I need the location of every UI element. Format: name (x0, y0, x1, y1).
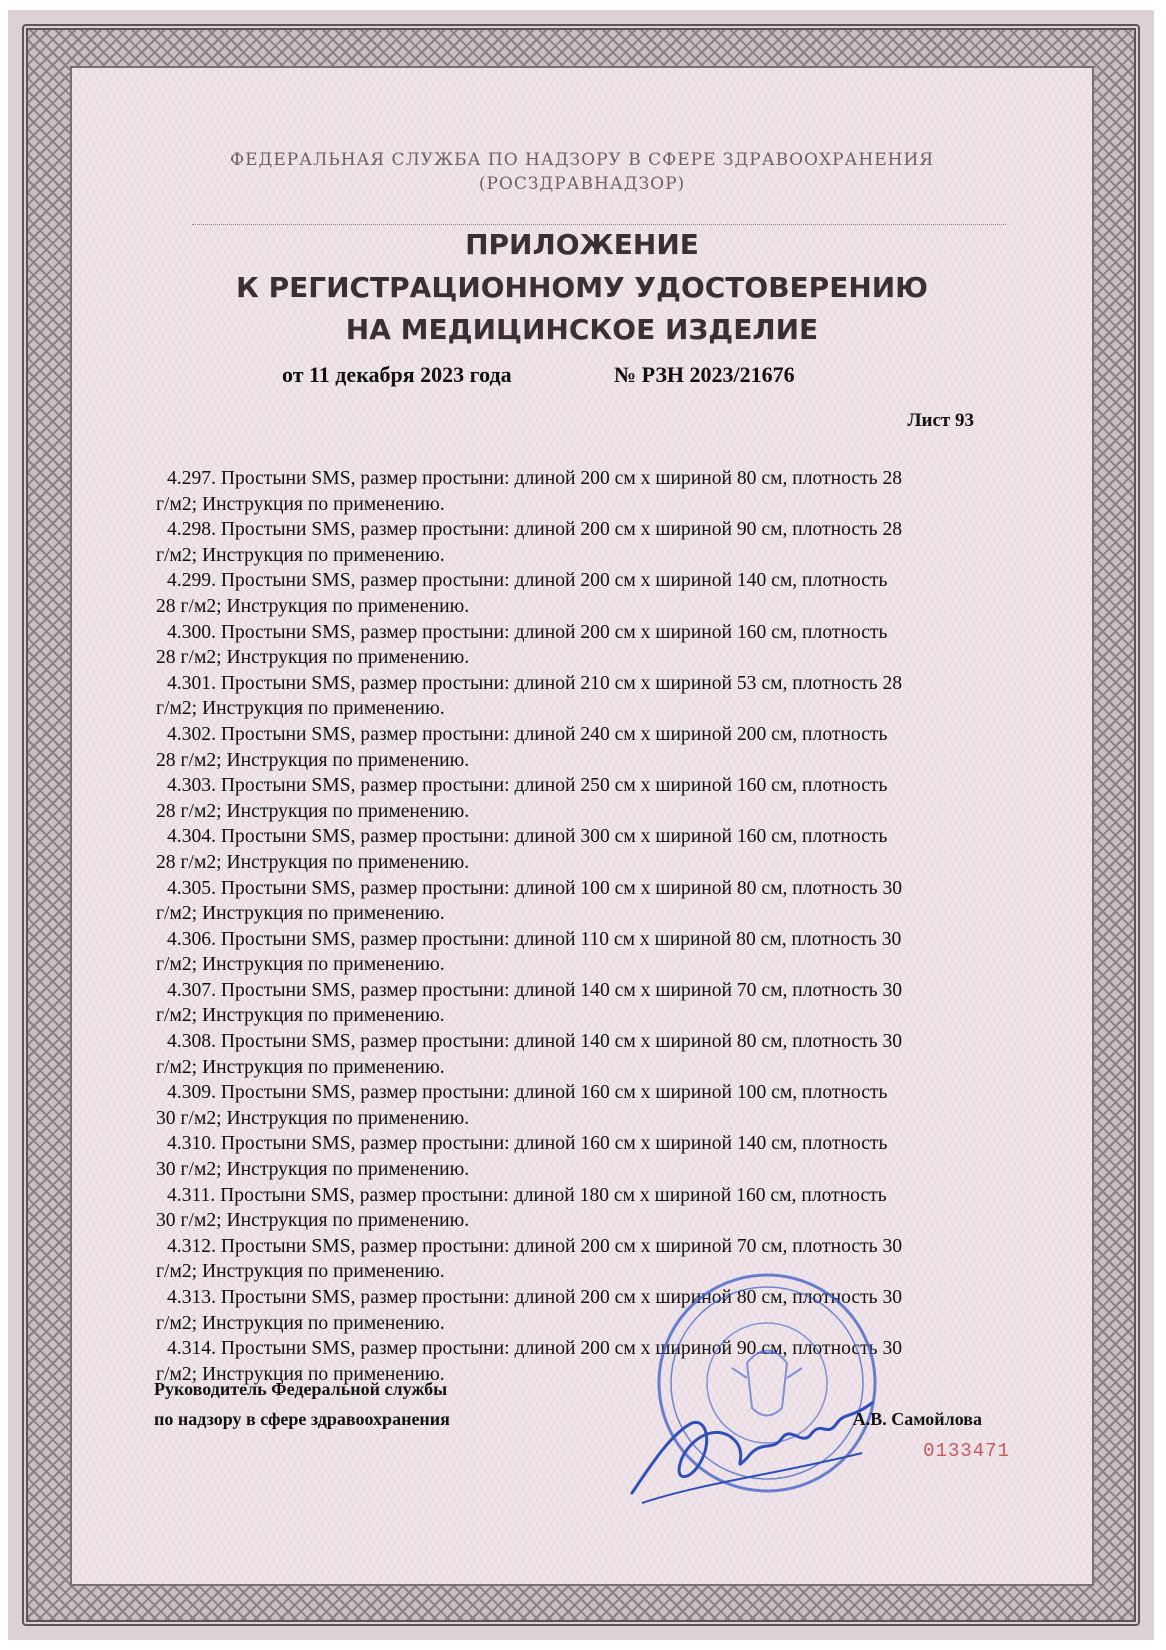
signatory-title-line-1: Руководитель Федеральной службы (154, 1379, 448, 1399)
agency-abbreviation: (РОСЗДРАВНАДЗОР) (478, 174, 686, 194)
item-line: г/м2; Инструкция по применению. (156, 544, 445, 566)
title-line-1: ПРИЛОЖЕНИЕ (465, 228, 699, 261)
item-line: г/м2; Инструкция по применению. (156, 1261, 445, 1283)
item-line: г/м2; Инструкция по применению. (156, 1363, 445, 1385)
item-line: 28 г/м2; Инструкция по применению. (156, 800, 470, 822)
certificate-sheet (8, 10, 1154, 1640)
serial-number: 0133471 (923, 1440, 1010, 1462)
item-line: 30 г/м2; Инструкция по применению. (156, 1107, 470, 1129)
registration-date: от 11 декабря 2023 года (282, 362, 512, 387)
item-line: 28 г/м2; Инструкция по применению. (156, 749, 470, 771)
item-line: 4.304. Простыни SMS, размер простыни: длиной 300 см х шириной 160 см, плотность (167, 826, 888, 848)
item-line: 4.311. Простыни SMS, размер простыни: длиной 180 см х шириной 160 см, плотность (167, 1184, 887, 1206)
header-divider (192, 224, 1006, 225)
item-line: 30 г/м2; Инструкция по применению. (156, 1210, 470, 1232)
item-line: 4.308. Простыни SMS, размер простыни: длиной 140 см х шириной 80 см, плотность 30 (167, 1031, 903, 1053)
list-item (156, 568, 998, 619)
item-line: 4.303. Простыни SMS, размер простыни: длиной 250 см х шириной 160 см, плотность (167, 775, 888, 797)
item-line: 4.314. Простыни SMS, размер простыни: длиной 200 см х шириной 90 см, плотность 30 (167, 1338, 903, 1360)
title-line-3: НА МЕДИЦИНСКОЕ ИЗДЕЛИЕ (345, 313, 819, 346)
items-list (156, 466, 998, 1387)
list-item (156, 773, 998, 824)
item-line: 4.305. Простыни SMS, размер простыни: длиной 100 см х шириной 80 см, плотность 30 (167, 877, 903, 899)
list-item (156, 1183, 998, 1234)
title-line-2: К РЕГИСТРАЦИОННОМУ УДОСТОВЕРЕНИЮ (235, 271, 929, 304)
item-line: 4.309. Простыни SMS, размер простыни: длиной 160 см х шириной 100 см, плотность (167, 1082, 888, 1104)
item-line: г/м2; Инструкция по применению. (156, 1312, 445, 1334)
item-line: 4.306. Простыни SMS, размер простыни: длиной 110 см х шириной 80 см, плотность 30 (167, 928, 902, 950)
item-line: 28 г/м2; Инструкция по применению. (156, 647, 470, 669)
list-item (156, 466, 998, 517)
item-line: 28 г/м2; Инструкция по применению. (156, 851, 470, 873)
list-item (156, 722, 998, 773)
handwritten-signature (612, 1363, 892, 1513)
registration-number: № РЗН 2023/21676 (614, 362, 795, 387)
item-line: 28 г/м2; Инструкция по применению. (156, 595, 470, 617)
sheet-number: Лист 93 (907, 410, 974, 431)
list-item (156, 1029, 998, 1080)
item-line: 4.310. Простыни SMS, размер простыни: длиной 160 см х шириной 140 см, плотность (167, 1133, 888, 1155)
list-item (156, 824, 998, 875)
signatory-title-line-2: по надзору в сфере здравоохранения (154, 1409, 450, 1429)
list-item (156, 927, 998, 978)
list-item (156, 671, 998, 722)
item-line: г/м2; Инструкция по применению. (156, 954, 445, 976)
item-line: г/м2; Инструкция по применению. (156, 903, 445, 925)
list-item (156, 620, 998, 671)
item-line: 4.307. Простыни SMS, размер простыни: длиной 140 см х шириной 70 см, плотность 30 (167, 979, 903, 1001)
item-line: 4.301. Простыни SMS, размер простыни: длиной 210 см х шириной 53 см, плотность 28 (167, 672, 903, 694)
item-line: 4.313. Простыни SMS, размер простыни: длиной 200 см х шириной 80 см, плотность 30 (167, 1287, 903, 1308)
item-line: 4.300. Простыни SMS, размер простыни: длиной 200 см х шириной 160 см, плотность (167, 621, 888, 643)
item-line: 4.299. Простыни SMS, размер простыни: длиной 200 см х шириной 140 см, плотность (167, 570, 888, 592)
item-line: г/м2; Инструкция по применению. (156, 1056, 445, 1078)
document-body (70, 66, 1094, 1586)
list-item (156, 1131, 998, 1182)
item-line: 4.302. Простыни SMS, размер простыни: длиной 240 см х шириной 200 см, плотность (167, 723, 888, 745)
item-line: 30 г/м2; Инструкция по применению. (156, 1159, 470, 1181)
item-line: 4.297. Простыни SMS, размер простыни: длиной 200 см х шириной 80 см, плотность 28 (167, 468, 903, 489)
item-line: г/м2; Инструкция по применению. (156, 493, 445, 515)
list-item (156, 517, 998, 568)
item-line: г/м2; Инструкция по применению. (156, 698, 445, 720)
agency-name: ФЕДЕРАЛЬНАЯ СЛУЖБА ПО НАДЗОРУ В СФЕРЕ ЗДРАВООХРАНЕНИЯ (229, 150, 935, 170)
list-item (156, 876, 998, 927)
item-line: г/м2; Инструкция по применению. (156, 1005, 445, 1027)
list-item (156, 1080, 998, 1131)
list-item (156, 978, 998, 1029)
signatory-name: А.В. Самойлова (852, 1409, 982, 1429)
item-line: 4.312. Простыни SMS, размер простыни: длиной 200 см х шириной 70 см, плотность 30 (167, 1235, 903, 1257)
item-line: 4.298. Простыни SMS, размер простыни: длиной 200 см х шириной 90 см, плотность 28 (167, 519, 903, 541)
